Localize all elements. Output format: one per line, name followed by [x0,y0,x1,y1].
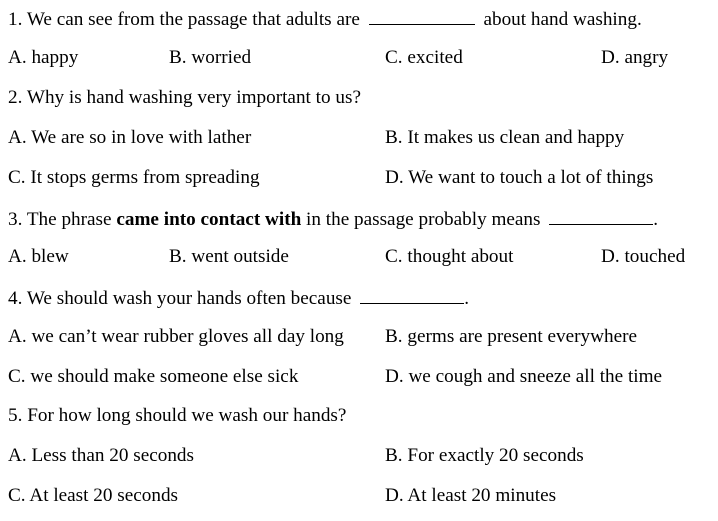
question-1-option-d: D. angry [601,47,669,68]
question-5-option-d: D. At least 20 minutes [385,485,557,506]
question-2-option-c: C. It stops germs from spreading [8,167,260,188]
question-4-text-end: . [464,288,469,309]
question-3-option-a: A. blew [8,246,69,267]
question-3-option-d: D. touched [601,246,686,267]
question-3-text-mid: in the passage probably means [306,209,541,230]
answer-blank [360,285,464,304]
answer-blank [549,206,653,225]
question-3-option-c: C. thought about [385,246,514,267]
question-1-stem [8,6,642,32]
question-1-text: 1. We can see from the passage that adults are [8,9,360,30]
question-5-option-a: A. Less than 20 seconds [8,445,194,466]
question-3-stem [8,206,658,232]
question-1-option-a: A. happy [8,47,79,68]
question-4-option-b: B. germs are present everywhere [385,326,637,347]
question-4-option-d: D. we cough and sneeze all the time [385,366,663,387]
question-3-option-b: B. went outside [169,246,289,267]
question-5-stem: 5. For how long should we wash our hands? [8,405,347,426]
question-3-phrase: came into contact with [116,209,302,230]
question-3-text-end: . [653,209,659,230]
question-4-stem [8,285,469,311]
question-5-option-b: B. For exactly 20 seconds [385,445,584,466]
question-4-option-a: A. we can’t wear rubber gloves all day long [8,326,344,347]
question-2-stem: 2. Why is hand washing very important to us? [8,87,361,108]
question-1-option-b: B. worried [169,47,252,68]
question-1-text-end: about hand washing. [483,9,642,30]
question-2-option-a: A. We are so in love with lather [8,127,252,148]
question-2-option-b: B. It makes us clean and happy [385,127,625,148]
question-5-option-c: C. At least 20 seconds [8,485,179,506]
question-2-option-d: D. We want to touch a lot of things [385,167,654,188]
question-3-text: 3. The phrase [8,209,112,230]
question-4-text: 4. We should wash your hands often because [8,288,352,309]
question-1-option-c: C. excited [385,47,463,68]
answer-blank [369,6,475,25]
question-4-option-c: C. we should make someone else sick [8,366,299,387]
